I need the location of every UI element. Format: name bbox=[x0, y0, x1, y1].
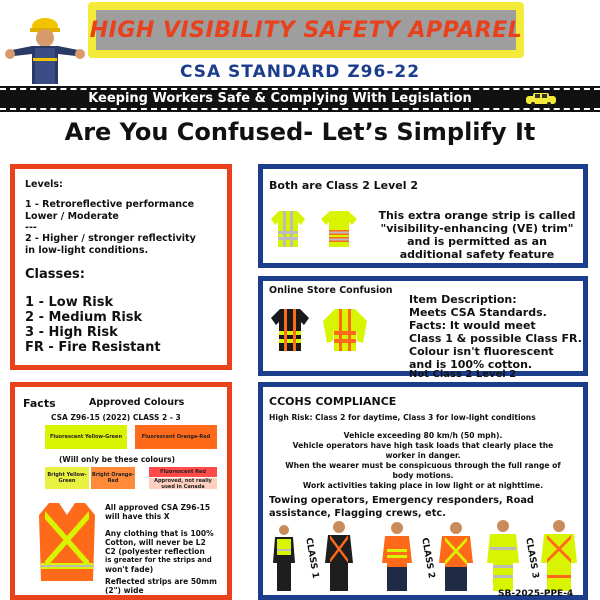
facts-title: Facts bbox=[23, 397, 56, 410]
levels-classes-box bbox=[10, 164, 232, 370]
ve-trim-line: and is permitted as an bbox=[407, 235, 547, 248]
class-item: 2 - Medium Risk bbox=[25, 310, 143, 325]
store-desc-line: and is 100% cotton. bbox=[409, 358, 533, 371]
worker-figure-class2-a bbox=[381, 521, 413, 593]
facts-note: Any clothing that is 100% bbox=[105, 529, 214, 538]
store-desc-line: Meets CSA Standards. bbox=[409, 306, 547, 319]
swatch-note: Approved, not really used in Canada bbox=[149, 478, 217, 489]
level2-line2: in low-light conditions. bbox=[25, 245, 149, 256]
class1-label: CLASS 1 bbox=[303, 537, 321, 580]
footer-code: SB-2025-PPE-4 bbox=[498, 589, 574, 599]
store-desc-line: Not Class 2 Level 2 bbox=[409, 369, 517, 380]
class-item: 3 - High Risk bbox=[25, 325, 118, 340]
online-store-box bbox=[258, 276, 588, 380]
swatch-fluor-orange: Fluorescent Orange-Red bbox=[135, 425, 217, 449]
store-title: Online Store Confusion bbox=[269, 285, 393, 296]
level2-line1: 2 - Higher / stronger reflectivity bbox=[25, 233, 196, 244]
ccohs-title: CCOHS COMPLIANCE bbox=[269, 395, 397, 408]
ve-trim-line: This extra orange strip is called bbox=[378, 209, 576, 222]
ve-trim-line: additional safety feature bbox=[399, 248, 555, 261]
condition-line: Vehicle operators have high task loads that clearly place the bbox=[292, 441, 554, 450]
levels-heading: Levels: bbox=[25, 179, 63, 190]
black-shirt-image bbox=[271, 307, 309, 353]
facts-note: Reflected strips are 50mm bbox=[105, 577, 217, 586]
banner-title: HIGH VISIBILITY SAFETY APPAREL bbox=[89, 17, 523, 43]
condition-line: Work activities taking place in low light or at nighttime. bbox=[302, 481, 544, 490]
condition-line: Vehicle exceeding 80 km/h (50 mph). bbox=[343, 431, 503, 440]
facts-note: (2") wide bbox=[105, 586, 144, 595]
class-item: 1 - Low Risk bbox=[25, 295, 114, 310]
title-banner bbox=[88, 2, 524, 58]
yellow-shirt-orange-trim-image bbox=[321, 209, 357, 249]
swatch-bright-orange: Bright Orange-Red bbox=[91, 467, 135, 489]
store-desc-line: Colour isn't fluorescent bbox=[409, 345, 554, 358]
worker-figure-class1-b bbox=[323, 519, 355, 593]
condition-line: When the wearer must be conspicuous through the full range of bbox=[285, 461, 561, 470]
class2-level2-box bbox=[258, 164, 588, 268]
ccohs-compliance-box bbox=[258, 382, 588, 600]
tagline: Keeping Workers Safe & Complying With Legislation bbox=[88, 91, 472, 106]
swatch-fluor-yellow: Fluorescent Yellow-Green bbox=[45, 425, 127, 449]
high-risk-line: High Risk: Class 2 for daytime, Class 3 for low-light conditions bbox=[269, 413, 536, 422]
workers-line: Towing operators, Emergency responders, Road bbox=[269, 495, 534, 506]
class-item: FR - Fire Resistant bbox=[25, 340, 161, 355]
approved-colours-subtitle: Approved Colours bbox=[89, 397, 185, 408]
store-desc-line: Item Description: bbox=[409, 293, 517, 306]
road-tagline-bar bbox=[0, 86, 600, 112]
condition-line: worker in danger. bbox=[385, 451, 461, 460]
worker-figure-class3-b bbox=[541, 519, 577, 593]
yellow-shirt-image bbox=[271, 209, 305, 249]
swatch-bright-yellow: Bright Yellow-Green bbox=[45, 467, 89, 489]
facts-note: Cotton, will never be L2 bbox=[105, 538, 206, 547]
worker-figure-class2-b bbox=[439, 521, 473, 593]
level1-line2: Lower / Moderate bbox=[25, 211, 119, 222]
worker-figure-class3-a bbox=[487, 519, 519, 593]
store-desc-line: Class 1 & possible Class FR. bbox=[409, 332, 582, 345]
store-desc-line: Facts: It would meet bbox=[409, 319, 536, 332]
headline: Are You Confused- Let’s Simplify It bbox=[64, 118, 536, 146]
facts-note: All approved CSA Z96-15 bbox=[105, 503, 211, 512]
worker-figure-class1-a bbox=[271, 523, 297, 593]
class3-label: CLASS 3 bbox=[523, 537, 541, 580]
ve-trim-line: "visibility-enhancing (VE) trim" bbox=[380, 222, 574, 235]
class2-label: CLASS 2 bbox=[419, 537, 437, 580]
class2-title: Both are Class 2 Level 2 bbox=[269, 179, 419, 192]
facts-note: is greater for the strips and bbox=[105, 556, 212, 564]
facts-note: will have this X bbox=[105, 512, 170, 521]
facts-note: C2 (polyester reflection bbox=[105, 547, 205, 556]
condition-line: body motions. bbox=[392, 471, 454, 480]
classes-heading: Classes: bbox=[25, 267, 85, 282]
car-icon bbox=[524, 92, 558, 106]
workers-line: assistance, Flagging crews, etc. bbox=[269, 508, 446, 519]
levels-separator: --- bbox=[25, 222, 37, 233]
standard-title: CSA STANDARD Z96-22 bbox=[179, 62, 421, 82]
yellow-longsleeve-image bbox=[323, 307, 367, 353]
standard-line: CSA Z96-15 (2022) CLASS 2 - 3 bbox=[51, 413, 181, 422]
only-these-colours: (Will only be these colours) bbox=[59, 455, 176, 464]
swatch-fluor-red: Fluorescent Red bbox=[149, 467, 217, 477]
level1-line1: 1 - Retroreflective performance bbox=[25, 199, 195, 210]
facts-box bbox=[10, 382, 232, 600]
orange-vest-x-image bbox=[37, 501, 97, 583]
facts-note: won't fade) bbox=[105, 565, 154, 574]
title-banner-inner bbox=[89, 10, 523, 50]
